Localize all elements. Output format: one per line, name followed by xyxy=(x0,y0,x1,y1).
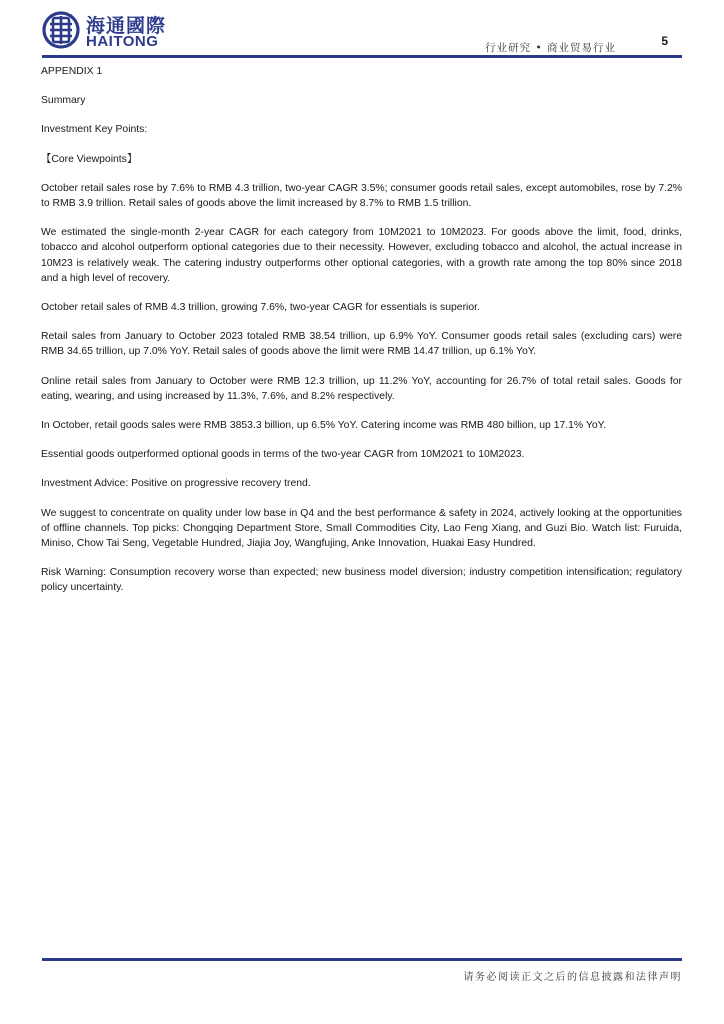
report-category: 行业研究 • 商业贸易行业 xyxy=(485,42,616,54)
investment-advice: Investment Advice: Positive on progressive recovery trend. xyxy=(41,478,311,490)
risk-warning: Risk Warning: Consumption recovery worse than expected; new business model diversion; industry competition intensification; regulatory policy uncertainty. xyxy=(41,567,682,594)
body-paragraph: October retail sales rose by 7.6% to RMB 4.3 trillion, two-year CAGR 3.5%; consumer goods retail sales, except automobiles, rose by 7.2% to RMB 3.9 trillion. Retail sales of goods above the limit increased by 8.7% to RMB 1.5 trillion. xyxy=(41,182,682,210)
logo-chinese-text: 海通國際 xyxy=(86,15,167,37)
body-paragraph: Online retail sales from January to October were RMB 12.3 trillion, up 11.2% YoY, accounting for 26.7% of total retail sales. Goods for eating, wearing, and using increased by 11.3%, 7.6%, and 8.2% respectively. xyxy=(41,375,682,402)
appendix-heading: APPENDIX 1 xyxy=(41,66,103,77)
page-number: 5 xyxy=(661,34,668,48)
body-paragraph: In October, retail goods sales were RMB 3853.3 billion, up 6.5% YoY. Catering income was RMB 480 billion, up 17.1% YoY. xyxy=(41,420,607,432)
body-paragraph: Essential goods outperformed optional goods in terms of the two-year CAGR from 10M2021 to 10M2023. xyxy=(41,449,525,461)
core-viewpoints-heading: 【Core Viewpoints】 xyxy=(41,153,138,165)
haitong-logo xyxy=(42,11,222,53)
header-divider xyxy=(42,55,682,58)
body-paragraph: We suggest to concentrate on quality under low base in Q4 and the best performance & safety in 2024, actively looking at the opportunities of offline channels. Top picks: Chongqing Department Store, Small Commodities City, Lao Feng Xiang, and Guzi Bio. Watch list: Furuida, Miniso, Chow Tai Seng, Vegetable Hundred, Jiajia Joy, Wangfujing, Anke Innovation, Huakai Easy Hundred. xyxy=(41,507,682,550)
footer-divider xyxy=(42,958,682,961)
footer-disclaimer: 请务必阅读正文之后的信息披露和法律声明 xyxy=(463,972,682,983)
key-points-heading: Investment Key Points: xyxy=(41,124,148,136)
logo-english-text: HAITONG xyxy=(86,33,159,50)
body-paragraph: October retail sales of RMB 4.3 trillion, growing 7.6%, two-year CAGR for essentials is superior. xyxy=(41,302,480,314)
haitong-emblem-icon xyxy=(42,11,80,49)
summary-heading: Summary xyxy=(41,95,86,107)
body-paragraph: We estimated the single-month 2-year CAGR for each category from 10M2021 to 10M2023. For goods above the limit, food, drinks, tobacco and alcohol outperform optional categories due to their necessity. However, excluding tobacco and alcohol, the actual increase in 10M23 is relatively weak. The catering industry outperforms other optional categories, with a growth rate among the top 80% since 2018 and a high level of recovery. xyxy=(41,227,682,284)
body-paragraph: Retail sales from January to October 2023 totaled RMB 38.54 trillion, up 6.9% YoY. Consumer goods retail sales (excluding cars) were RMB 34.65 trillion, up 7.0% YoY. Retail sales of goods above the limit were RMB 14.47 trillion, up 6.1% YoY. xyxy=(41,331,682,358)
report-body xyxy=(41,64,682,610)
